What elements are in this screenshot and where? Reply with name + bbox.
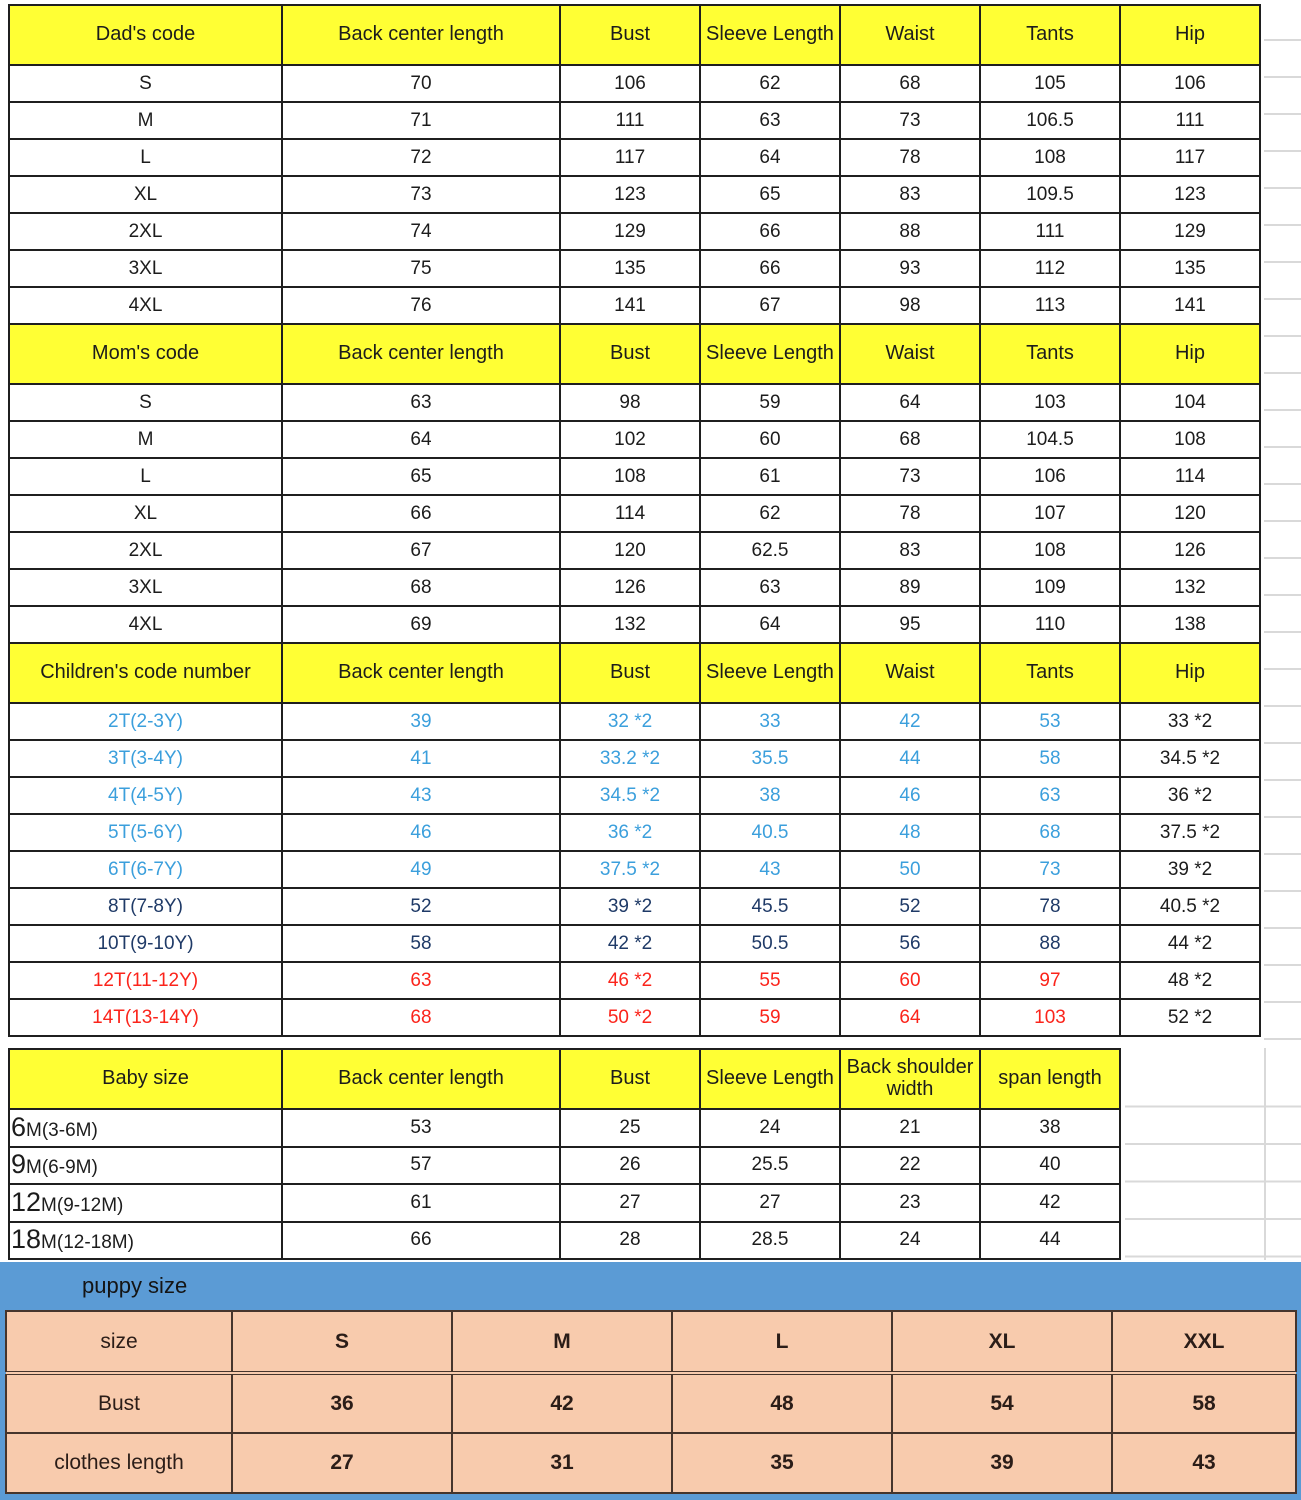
size-value-cell: 108 — [1120, 421, 1260, 458]
size-value-cell: 78 — [980, 888, 1120, 925]
row-label: 18M(12-18M) — [9, 1222, 282, 1260]
column-header: Back center length — [282, 5, 560, 65]
size-value-cell: 40.5 — [700, 814, 840, 851]
row-label: 2XL — [9, 213, 282, 250]
size-value-cell: 46 — [282, 814, 560, 851]
table-row — [6, 1433, 1296, 1493]
row-label-big-digit: 12 — [11, 1186, 42, 1217]
size-value-cell: 141 — [1120, 287, 1260, 324]
size-value-cell: 24 — [700, 1109, 840, 1147]
size-value-cell: 67 — [700, 287, 840, 324]
size-value-cell: 28.5 — [700, 1222, 840, 1260]
column-header: Bust — [560, 643, 700, 703]
size-value-cell: 63 — [980, 777, 1120, 814]
size-value-cell: 113 — [980, 287, 1120, 324]
puppy-size-title: puppy size — [82, 1273, 188, 1298]
size-value-cell: 105 — [980, 65, 1120, 102]
size-value-cell: 37.5 *2 — [560, 851, 700, 888]
size-value-cell: 88 — [840, 213, 980, 250]
column-header: Children's code number — [9, 643, 282, 703]
size-value-cell: 129 — [560, 213, 700, 250]
row-label-big-digit: 9 — [11, 1149, 27, 1180]
size-value-cell: 107 — [980, 495, 1120, 532]
row-label: 8T(7-8Y) — [9, 888, 282, 925]
dad-size-table — [8, 4, 1261, 325]
size-value-cell: 53 — [980, 703, 1120, 740]
size-value-cell: 49 — [282, 851, 560, 888]
size-value-cell: 132 — [1120, 569, 1260, 606]
row-label: 2XL — [9, 532, 282, 569]
size-value-cell: 95 — [840, 606, 980, 643]
table-row — [9, 176, 1260, 213]
size-value-cell: 68 — [282, 999, 560, 1036]
row-label: 3XL — [9, 250, 282, 287]
row-label: S — [9, 65, 282, 102]
table-row — [9, 962, 1260, 999]
size-value-cell: 83 — [840, 176, 980, 213]
column-header: Tants — [980, 5, 1120, 65]
size-value-cell: 64 — [840, 384, 980, 421]
size-value-cell: 54 — [892, 1373, 1112, 1433]
column-header: Sleeve Length — [700, 643, 840, 703]
size-value-cell: 64 — [700, 139, 840, 176]
size-value-cell: 60 — [700, 421, 840, 458]
column-header: Tants — [980, 324, 1120, 384]
size-value-cell: 88 — [980, 925, 1120, 962]
size-value-cell: 66 — [282, 495, 560, 532]
column-header: Bust — [560, 5, 700, 65]
row-label: 14T(13-14Y) — [9, 999, 282, 1036]
table-row — [6, 1373, 1296, 1433]
row-label: 4T(4-5Y) — [9, 777, 282, 814]
size-value-cell: 59 — [700, 999, 840, 1036]
spreadsheet-gridline-vertical — [1264, 1048, 1266, 1260]
size-value-cell: 68 — [282, 569, 560, 606]
size-value-cell: 41 — [282, 740, 560, 777]
size-value-cell: 43 — [1112, 1433, 1296, 1493]
size-value-cell: 109.5 — [980, 176, 1120, 213]
size-value-cell: 25.5 — [700, 1147, 840, 1185]
size-value-cell: 93 — [840, 250, 980, 287]
size-value-cell: 58 — [1112, 1373, 1296, 1433]
size-value-cell: 106 — [560, 65, 700, 102]
size-value-cell: 58 — [282, 925, 560, 962]
size-value-cell: 106 — [980, 458, 1120, 495]
size-value-cell: 42 *2 — [560, 925, 700, 962]
row-label: S — [9, 384, 282, 421]
size-value-cell: 52 — [840, 888, 980, 925]
size-value-cell: 103 — [980, 999, 1120, 1036]
size-value-cell: 57 — [282, 1147, 560, 1185]
row-label: clothes length — [6, 1433, 232, 1493]
column-header: Back shoulder width — [840, 1049, 980, 1109]
size-value-cell: 36 *2 — [560, 814, 700, 851]
size-value-cell: 68 — [840, 65, 980, 102]
size-value-cell: 117 — [560, 139, 700, 176]
size-value-cell: 39 — [892, 1433, 1112, 1493]
puppy-size-header: S — [232, 1311, 452, 1373]
size-value-cell: 65 — [700, 176, 840, 213]
size-value-cell: 43 — [700, 851, 840, 888]
size-value-cell: 76 — [282, 287, 560, 324]
row-label: L — [9, 139, 282, 176]
size-value-cell: 64 — [840, 999, 980, 1036]
size-value-cell: 27 — [700, 1184, 840, 1222]
size-value-cell: 23 — [840, 1184, 980, 1222]
size-value-cell: 43 — [282, 777, 560, 814]
size-value-cell: 62.5 — [700, 532, 840, 569]
size-value-cell: 63 — [700, 102, 840, 139]
table-row — [9, 999, 1260, 1036]
size-value-cell: 61 — [282, 1184, 560, 1222]
column-header: Sleeve Length — [700, 324, 840, 384]
size-value-cell: 126 — [1120, 532, 1260, 569]
size-value-cell: 67 — [282, 532, 560, 569]
size-value-cell: 132 — [560, 606, 700, 643]
size-value-cell: 37.5 *2 — [1120, 814, 1260, 851]
table-row — [6, 1311, 1296, 1373]
table-row — [9, 458, 1260, 495]
size-value-cell: 74 — [282, 213, 560, 250]
size-value-cell: 27 — [560, 1184, 700, 1222]
row-label-big-digit: 6 — [11, 1111, 27, 1142]
size-value-cell: 120 — [1120, 495, 1260, 532]
size-value-cell: 70 — [282, 65, 560, 102]
size-value-cell: 56 — [840, 925, 980, 962]
puppy-size-header: M — [452, 1311, 672, 1373]
size-value-cell: 58 — [980, 740, 1120, 777]
size-value-cell: 53 — [282, 1109, 560, 1147]
column-header: Back center length — [282, 643, 560, 703]
puppy-size-header: L — [672, 1311, 892, 1373]
mom-size-table — [8, 323, 1261, 644]
column-header: span length — [980, 1049, 1120, 1109]
puppy-size-table — [5, 1310, 1297, 1494]
size-value-cell: 102 — [560, 421, 700, 458]
children-size-table — [8, 642, 1261, 1037]
size-value-cell: 38 — [980, 1109, 1120, 1147]
size-value-cell: 108 — [980, 532, 1120, 569]
size-value-cell: 27 — [232, 1433, 452, 1493]
size-value-cell: 71 — [282, 102, 560, 139]
row-label: M — [9, 421, 282, 458]
size-value-cell: 62 — [700, 65, 840, 102]
size-value-cell: 64 — [282, 421, 560, 458]
size-value-cell: 141 — [560, 287, 700, 324]
size-value-cell: 28 — [560, 1222, 700, 1260]
column-header: Hip — [1120, 643, 1260, 703]
baby-size-table — [8, 1048, 1121, 1260]
size-value-cell: 63 — [282, 384, 560, 421]
row-label: 2T(2-3Y) — [9, 703, 282, 740]
size-value-cell: 36 — [232, 1373, 452, 1433]
puppy-size-header: XXL — [1112, 1311, 1296, 1373]
column-header: Dad's code — [9, 5, 282, 65]
size-value-cell: 36 *2 — [1120, 777, 1260, 814]
size-value-cell: 34.5 *2 — [1120, 740, 1260, 777]
size-value-cell: 21 — [840, 1109, 980, 1147]
size-value-cell: 25 — [560, 1109, 700, 1147]
size-value-cell: 50 — [840, 851, 980, 888]
size-value-cell: 78 — [840, 495, 980, 532]
row-label: L — [9, 458, 282, 495]
size-value-cell: 126 — [560, 569, 700, 606]
size-value-cell: 120 — [560, 532, 700, 569]
column-header: Mom's code — [9, 324, 282, 384]
size-value-cell: 39 *2 — [560, 888, 700, 925]
size-value-cell: 44 *2 — [1120, 925, 1260, 962]
size-value-cell: 112 — [980, 250, 1120, 287]
table-row — [9, 139, 1260, 176]
spreadsheet-gridlines-right — [1264, 4, 1301, 1256]
column-header: Bust — [560, 324, 700, 384]
size-value-cell: 89 — [840, 569, 980, 606]
size-value-cell: 44 — [980, 1222, 1120, 1260]
size-value-cell: 32 *2 — [560, 703, 700, 740]
size-value-cell: 24 — [840, 1222, 980, 1260]
size-value-cell: 22 — [840, 1147, 980, 1185]
size-value-cell: 45.5 — [700, 888, 840, 925]
size-value-cell: 42 — [452, 1373, 672, 1433]
table-row — [9, 851, 1260, 888]
column-header: Back center length — [282, 324, 560, 384]
size-value-cell: 52 — [282, 888, 560, 925]
table-row — [9, 740, 1260, 777]
size-value-cell: 83 — [840, 532, 980, 569]
size-value-cell: 110 — [980, 606, 1120, 643]
table-row — [9, 495, 1260, 532]
column-header: Hip — [1120, 5, 1260, 65]
size-value-cell: 73 — [840, 102, 980, 139]
size-value-cell: 129 — [1120, 213, 1260, 250]
row-label: size — [6, 1311, 232, 1373]
size-value-cell: 109 — [980, 569, 1120, 606]
size-value-cell: 104 — [1120, 384, 1260, 421]
size-value-cell: 63 — [700, 569, 840, 606]
row-label: M — [9, 102, 282, 139]
size-value-cell: 34.5 *2 — [560, 777, 700, 814]
table-row — [9, 569, 1260, 606]
size-value-cell: 35 — [672, 1433, 892, 1493]
size-value-cell: 68 — [840, 421, 980, 458]
row-label: XL — [9, 176, 282, 213]
size-value-cell: 103 — [980, 384, 1120, 421]
size-value-cell: 50 *2 — [560, 999, 700, 1036]
table-row — [9, 1222, 1120, 1260]
column-header: Waist — [840, 324, 980, 384]
size-value-cell: 78 — [840, 139, 980, 176]
column-header: Waist — [840, 5, 980, 65]
size-value-cell: 52 *2 — [1120, 999, 1260, 1036]
column-header: Bust — [560, 1049, 700, 1109]
size-value-cell: 35.5 — [700, 740, 840, 777]
row-label: 12M(9-12M) — [9, 1184, 282, 1222]
size-value-cell: 123 — [560, 176, 700, 213]
column-header: Sleeve Length — [700, 5, 840, 65]
size-value-cell: 38 — [700, 777, 840, 814]
column-header: Tants — [980, 643, 1120, 703]
table-row — [9, 703, 1260, 740]
size-value-cell: 42 — [980, 1184, 1120, 1222]
row-label: 9M(6-9M) — [9, 1147, 282, 1185]
column-header: Sleeve Length — [700, 1049, 840, 1109]
table-row — [9, 213, 1260, 250]
size-value-cell: 50.5 — [700, 925, 840, 962]
size-value-cell: 104.5 — [980, 421, 1120, 458]
size-value-cell: 73 — [980, 851, 1120, 888]
size-value-cell: 66 — [700, 213, 840, 250]
size-value-cell: 33.2 *2 — [560, 740, 700, 777]
size-value-cell: 40 — [980, 1147, 1120, 1185]
table-row — [9, 1147, 1120, 1185]
puppy-size-header: XL — [892, 1311, 1112, 1373]
size-value-cell: 117 — [1120, 139, 1260, 176]
size-value-cell: 39 — [282, 703, 560, 740]
size-value-cell: 111 — [1120, 102, 1260, 139]
column-header: Back center length — [282, 1049, 560, 1109]
table-row — [9, 606, 1260, 643]
size-value-cell: 114 — [1120, 458, 1260, 495]
size-value-cell: 40.5 *2 — [1120, 888, 1260, 925]
size-value-cell: 66 — [282, 1222, 560, 1260]
size-value-cell: 46 *2 — [560, 962, 700, 999]
row-label-big-digit: 18 — [11, 1224, 42, 1255]
size-value-cell: 66 — [700, 250, 840, 287]
size-value-cell: 48 — [840, 814, 980, 851]
table-row — [9, 1109, 1120, 1147]
size-value-cell: 39 *2 — [1120, 851, 1260, 888]
row-label: 3T(3-4Y) — [9, 740, 282, 777]
size-value-cell: 64 — [700, 606, 840, 643]
table-row — [9, 65, 1260, 102]
size-value-cell: 106 — [1120, 65, 1260, 102]
row-label: 4XL — [9, 287, 282, 324]
table-row — [9, 814, 1260, 851]
size-value-cell: 48 — [672, 1373, 892, 1433]
table-row — [9, 421, 1260, 458]
size-value-cell: 60 — [840, 962, 980, 999]
size-value-cell: 63 — [282, 962, 560, 999]
puppy-size-panel — [0, 1262, 1301, 1500]
size-value-cell: 108 — [560, 458, 700, 495]
size-value-cell: 75 — [282, 250, 560, 287]
size-value-cell: 111 — [560, 102, 700, 139]
table-row — [9, 102, 1260, 139]
column-header: Hip — [1120, 324, 1260, 384]
size-value-cell: 33 *2 — [1120, 703, 1260, 740]
size-value-cell: 114 — [560, 495, 700, 532]
size-value-cell: 138 — [1120, 606, 1260, 643]
size-value-cell: 123 — [1120, 176, 1260, 213]
table-row — [9, 250, 1260, 287]
column-header: Waist — [840, 643, 980, 703]
size-value-cell: 48 *2 — [1120, 962, 1260, 999]
size-value-cell: 59 — [700, 384, 840, 421]
size-value-cell: 61 — [700, 458, 840, 495]
row-label: 6T(6-7Y) — [9, 851, 282, 888]
size-value-cell: 55 — [700, 962, 840, 999]
row-label: 10T(9-10Y) — [9, 925, 282, 962]
size-value-cell: 42 — [840, 703, 980, 740]
row-label: Bust — [6, 1373, 232, 1433]
size-value-cell: 46 — [840, 777, 980, 814]
size-value-cell: 135 — [1120, 250, 1260, 287]
table-row — [9, 925, 1260, 962]
size-value-cell: 73 — [840, 458, 980, 495]
column-header: Baby size — [9, 1049, 282, 1109]
size-value-cell: 108 — [980, 139, 1120, 176]
size-value-cell: 98 — [840, 287, 980, 324]
size-value-cell: 135 — [560, 250, 700, 287]
row-label: 5T(5-6Y) — [9, 814, 282, 851]
size-value-cell: 68 — [980, 814, 1120, 851]
size-value-cell: 31 — [452, 1433, 672, 1493]
table-row — [9, 532, 1260, 569]
table-row — [9, 287, 1260, 324]
size-value-cell: 98 — [560, 384, 700, 421]
size-value-cell: 33 — [700, 703, 840, 740]
size-value-cell: 69 — [282, 606, 560, 643]
row-label: XL — [9, 495, 282, 532]
row-label: 3XL — [9, 569, 282, 606]
size-value-cell: 73 — [282, 176, 560, 213]
row-label: 12T(11-12Y) — [9, 962, 282, 999]
table-row — [9, 888, 1260, 925]
row-label: 4XL — [9, 606, 282, 643]
size-value-cell: 111 — [980, 213, 1120, 250]
size-value-cell: 72 — [282, 139, 560, 176]
size-value-cell: 65 — [282, 458, 560, 495]
size-value-cell: 106.5 — [980, 102, 1120, 139]
size-value-cell: 62 — [700, 495, 840, 532]
size-value-cell: 44 — [840, 740, 980, 777]
size-value-cell: 97 — [980, 962, 1120, 999]
table-row — [9, 384, 1260, 421]
size-value-cell: 26 — [560, 1147, 700, 1185]
table-row — [9, 777, 1260, 814]
row-label: 6M(3-6M) — [9, 1109, 282, 1147]
spreadsheet-gridlines-baby-area — [1125, 1070, 1301, 1260]
table-row — [9, 1184, 1120, 1222]
